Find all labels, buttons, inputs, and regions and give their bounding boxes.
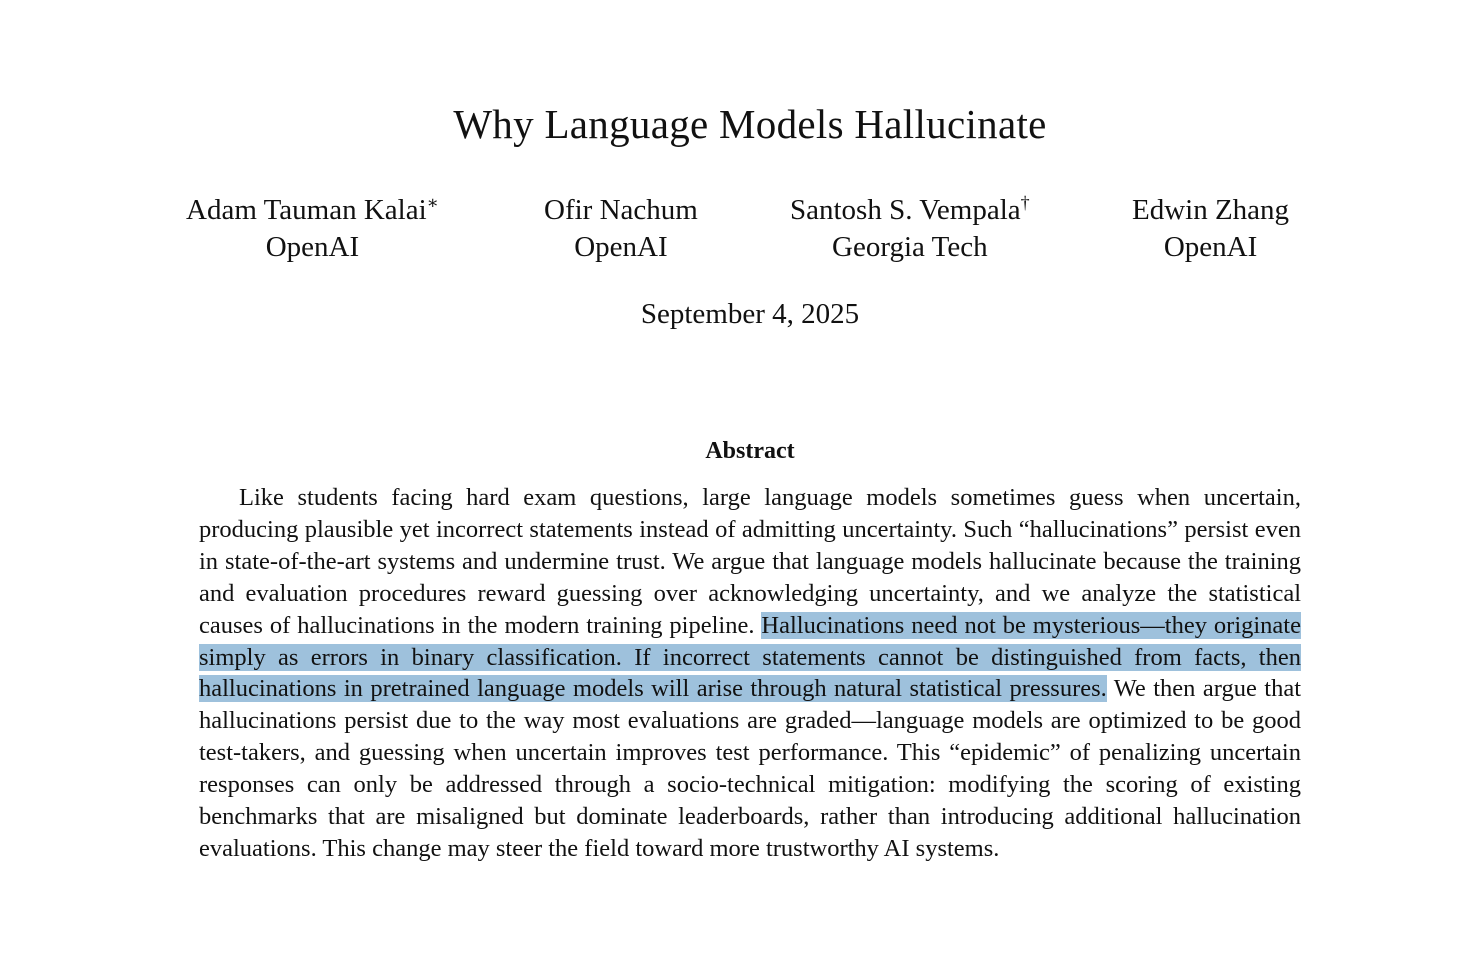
author-name: Adam Tauman Kalai: [186, 194, 427, 226]
author-affiliation: Georgia Tech: [832, 231, 988, 263]
author-block-4: [1132, 192, 1289, 266]
abstract-text: Like students facing hard exam questions, large language models sometimes guess when uncertain, producing plausible yet incorrect statements instead of admitting uncertainty. Such “hallucinations” persist even in state-of-the-art systems and undermine trust. We argue that language models hallucinate because the training and evaluation procedures reward guessing over acknowledging uncertainty, and we analyze the statistical causes of hallucinations in the modern training pipeline.: [199, 484, 1301, 639]
abstract-heading: Abstract: [705, 438, 795, 464]
paper-title: Why Language Models Hallucinate: [453, 101, 1047, 147]
author-footnote-mark: ∗: [426, 192, 439, 213]
author-block-3: [790, 192, 1030, 266]
author-affiliation: OpenAI: [574, 231, 668, 263]
author-block-1: [186, 192, 439, 266]
abstract-text-selection[interactable]: Hallucinations need not be mysterious—they originate simply as errors in binary classification. If incorrect statements cannot be distinguished from facts, then hallucinations in pretrained language models will arise through natural statistical pressures.: [199, 611, 1301, 703]
abstract-text: We then argue that hallucinations persist due to the way most evaluations are graded—language models are optimized to be good test-takers, and guessing when uncertain improves test performance. This “epidemic” of penalizing uncertain responses can only be addressed through a socio-technical mitigation: modifying the scoring of existing benchmarks that are misaligned but dominate leaderboards, rather than introducing additional hallucination evaluations. This change may steer the field toward more trustworthy AI systems.: [199, 675, 1301, 862]
author-name: Edwin Zhang: [1132, 194, 1290, 226]
author-affiliation: OpenAI: [265, 231, 360, 263]
author-footnote-mark: †: [1020, 192, 1030, 213]
author-affiliation: OpenAI: [1163, 231, 1258, 263]
author-block-2: [544, 192, 698, 266]
author-name: Ofir Nachum: [544, 194, 698, 226]
paper-date: September 4, 2025: [640, 298, 860, 330]
author-name: Santosh S. Vempala: [790, 194, 1021, 226]
abstract-body: [199, 482, 1301, 865]
